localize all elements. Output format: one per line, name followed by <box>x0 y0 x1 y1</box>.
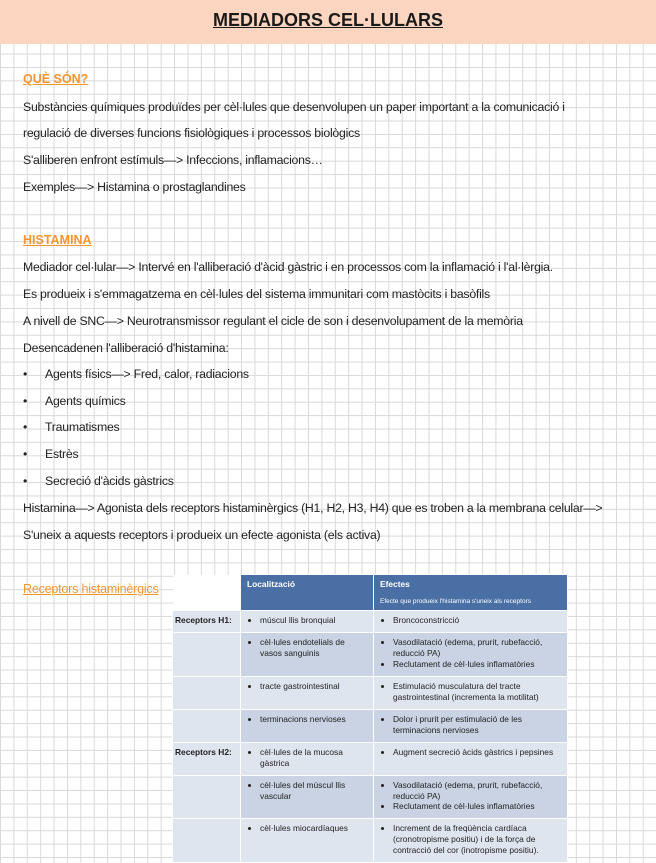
table-row: • cèl·lules miocardíaques • Increment de la freqüència cardíaca (cronotropisme positiu) i de la força de contracció del cor (inotropisme positiu). <box>173 819 568 863</box>
receptors-table <box>172 574 568 863</box>
que-son-line: Substàncies químiques produïdes per cèl·lules que desenvolupen un paper important a la comunicació i <box>23 100 565 114</box>
bullet-icon: • <box>23 367 28 381</box>
row-header-h1: Receptors H1: <box>173 611 241 633</box>
que-son-line: S'alliberen enfront estímuls—> Infeccions, inflamacions… <box>23 153 323 167</box>
bullet-icon: • <box>23 394 28 408</box>
row-header-h2: Receptors H2: <box>173 742 241 775</box>
histamina-closing-line: S'uneix a aquests receptors i produeix un efecte agonista (els activa) <box>23 528 381 542</box>
histamina-line: Mediador cel·lular—> Intervé en l'alliberació d'àcid gàstric i en processos com la inflamació i l'al·lèrgia. <box>23 260 553 274</box>
list-item: • Secreció d'àcids gàstrics <box>23 474 174 488</box>
list-item: • Traumatismes <box>23 420 120 434</box>
que-son-line: regulació de diverses funcions fisiològiques i processos biològics <box>23 126 360 140</box>
que-son-heading: QUÈ SÓN? <box>23 72 89 86</box>
column-header-efectes: Efectes Efecte que produeix l'histamina s'uneix als receptors <box>374 575 568 611</box>
table-row: • terminacions nervioses • Dolor i prurit per estimulació de les terminacions nervioses <box>173 709 568 742</box>
page-title: MEDIADORS CEL·LULARS <box>213 10 443 30</box>
bullet-icon: • <box>23 474 28 488</box>
histamina-line: A nivell de SNC—> Neurotransmissor regulant el cicle de son i desenvolupament de la memòria <box>23 314 523 328</box>
bullet-icon: • <box>23 447 28 461</box>
table-row: Receptors H1: • múscul llis bronquial • Broncoconstricció <box>173 611 568 633</box>
list-item: • Agents químics <box>23 394 126 408</box>
column-header-localitzacio: Localització <box>241 575 374 611</box>
histamina-line: Es produeix i s'emmagatzema en cèl·lules del sistema immunitari com mastòcits i basòfils <box>23 287 490 301</box>
bullet-icon: • <box>23 420 28 434</box>
que-son-line: Exemples—> Histamina o prostaglandines <box>23 180 246 194</box>
table-row: Receptors H2: • cèl·lules de la mucosa gàstrica • Augment secreció àcids gàstrics i pepsines <box>173 742 568 775</box>
histamina-closing-line: Histamina—> Agonista dels receptors histaminèrgics (H1, H2, H3, H4) que es troben a la membrana celular—> <box>23 501 603 515</box>
list-item: • Estrès <box>23 447 79 461</box>
histamina-heading: HISTAMINA <box>23 233 92 247</box>
list-item: • Agents físics—> Fred, calor, radiacions <box>23 367 249 381</box>
receptors-link[interactable]: Receptors histaminèrgics <box>23 582 159 596</box>
histamina-line: Desencadenen l'alliberació d'histamina: <box>23 341 229 355</box>
table-row: • tracte gastrointestinal • Estimulació musculatura del tracte gastrointestinal (incrementa la motilitat) <box>173 677 568 710</box>
table-row: • cèl·lules del múscul llis vascular • Vasodilatació (edema, prurit, rubefacció, reducció PA) • Reclutament de cèl·lules inflamatòries <box>173 775 568 819</box>
table-row: • cèl·lules endotelials de vasos sanguinis • Vasodilatació (edema, prurit, rubefacció, reducció PA) • Reclutament de cèl·lules inflamatòries <box>173 633 568 677</box>
